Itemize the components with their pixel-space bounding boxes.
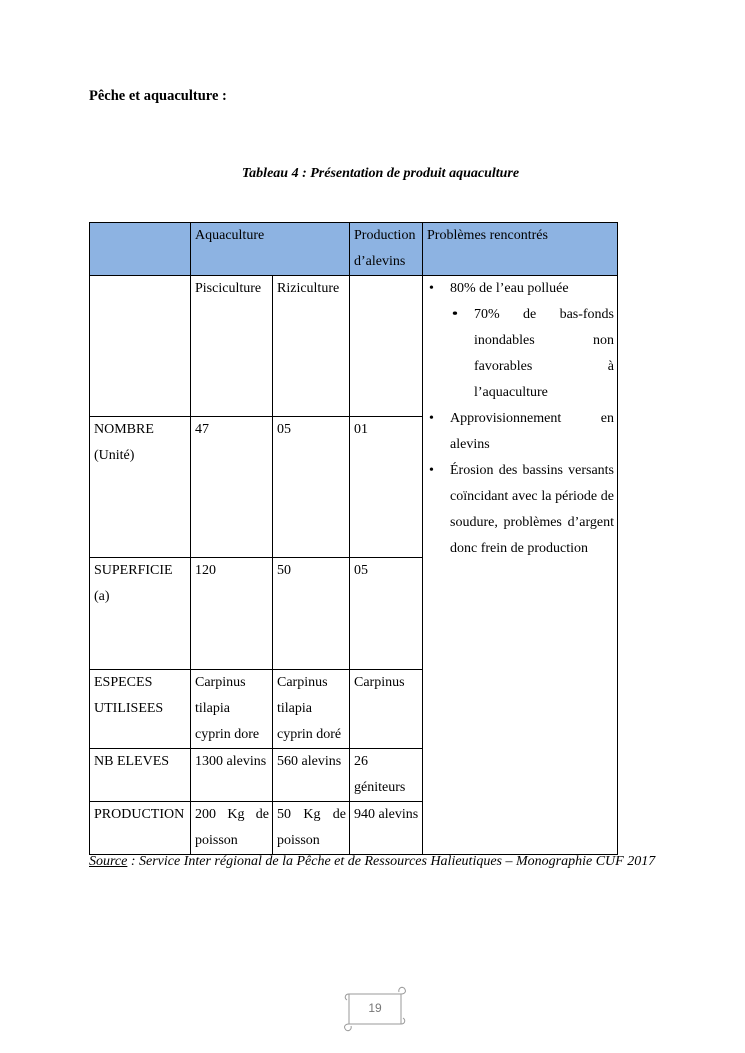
cell-riziculture: 05 <box>273 417 350 558</box>
page-number-scroll <box>339 986 411 1032</box>
row-label: PRODUCTION <box>90 802 191 855</box>
problems-list <box>427 276 614 562</box>
cell-pisciculture: Carpinus tilapia cyprin dore <box>191 670 273 749</box>
row-label: ESPECES UTILISEES <box>90 670 191 749</box>
subheader-empty-cell <box>350 276 423 417</box>
subheader-pisciculture: Pisciculture <box>191 276 273 417</box>
problems-cell <box>423 276 618 855</box>
source-text: : Service Inter régional de la Pêche et de Ressources Halieutiques – Monographie CUF 2017 <box>127 854 656 869</box>
cell-production: Carpinus <box>350 670 423 749</box>
problem-text: Érosion des bassins versants coïncidant avec la période de soudure, problèmes d’argent donc frein de production <box>450 463 614 556</box>
problem-subitem-text: 70% de bas-fonds inondables non favorables à l’aquaculture <box>474 307 614 400</box>
cell-production: 01 <box>350 417 423 558</box>
table-subheader-row <box>90 276 618 417</box>
bullet-icon: • • <box>453 307 458 322</box>
cell-riziculture: 50 Kg de poisson <box>273 802 350 855</box>
problem-text: 80% de l’eau polluée <box>450 281 569 296</box>
header-problemes: Problèmes rencontrés <box>423 223 618 276</box>
subheader-riziculture: Riziculture <box>273 276 350 417</box>
cell-riziculture: 560 alevins <box>273 749 350 802</box>
cell-production: 05 <box>350 558 423 670</box>
cell-pisciculture: 47 <box>191 417 273 558</box>
problem-sublist <box>450 302 614 406</box>
section-heading: Pêche et aquaculture : <box>89 88 227 104</box>
cell-pisciculture: 120 <box>191 558 273 670</box>
cell-pisciculture: 200 Kg de poisson <box>191 802 273 855</box>
cell-riziculture: Carpinus tilapia cyprin doré <box>273 670 350 749</box>
page-number: 19 <box>368 1001 382 1015</box>
row-label: SUPERFICIE (a) <box>90 558 191 670</box>
source-label: Source <box>89 854 128 869</box>
header-empty-cell <box>90 223 191 276</box>
row-label: NOMBRE (Unité) <box>90 417 191 558</box>
cell-riziculture: 50 <box>273 558 350 670</box>
subheader-empty-cell <box>90 276 191 417</box>
problem-text: Approvisionnement en alevins <box>450 411 614 452</box>
row-label: NB ELEVES <box>90 749 191 802</box>
cell-pisciculture: 1300 alevins <box>191 749 273 802</box>
table-caption: Tableau 4 : Présentation de produit aquaculture <box>241 166 520 181</box>
problem-item <box>427 458 614 562</box>
source-note <box>89 849 656 875</box>
cell-production: 940 alevins <box>350 802 423 855</box>
cell-production: 26 géniteurs <box>350 749 423 802</box>
problem-item <box>427 276 614 406</box>
header-aquaculture: Aquaculture <box>191 223 350 276</box>
problem-subitem <box>450 302 614 406</box>
problem-item <box>427 406 614 458</box>
header-production-alevins: Production d’alevins <box>350 223 423 276</box>
aquaculture-table <box>89 222 618 855</box>
table-header-row <box>90 223 618 276</box>
